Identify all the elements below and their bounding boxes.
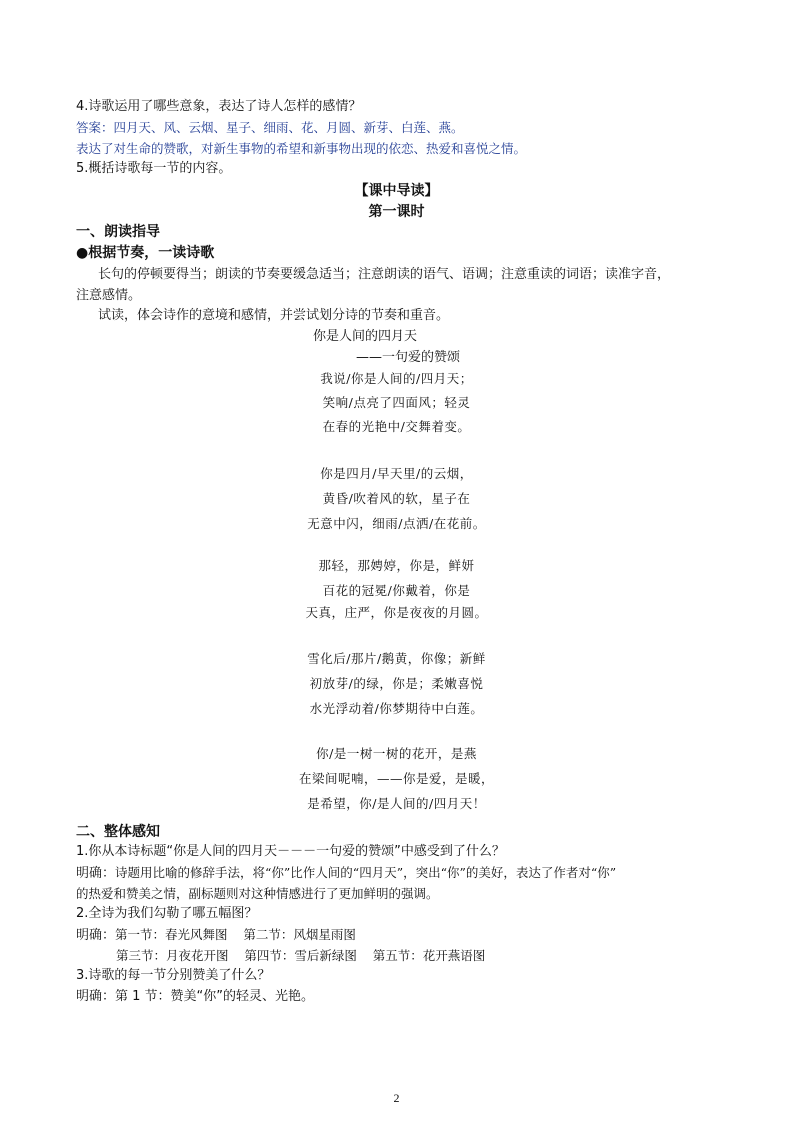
question-4: 4.诗歌运用了哪些意象，表达了诗人怎样的感情？: [76, 99, 362, 114]
answer-4-line-2: 表达了对生命的赞歌，对新生事物的希望和新事物出现的依恋、热爱和喜悦之情。: [76, 141, 527, 156]
poem-line: 在春的光艳中/交舞着变。: [322, 419, 471, 434]
answer-2-line-1: [76, 926, 356, 945]
poem-line: 我说/你是人间的/四月天；: [320, 371, 473, 386]
lesson-title: 第一课时: [368, 204, 425, 220]
poem-line: 在梁间呢喃，——你是爱，是暖，: [298, 771, 494, 786]
poem-line: 那轻，那娉婷，你是，鲜妍: [318, 558, 475, 573]
part-1-para-1-line-2: 注意感情。: [76, 288, 142, 303]
section-title: 【课中导读】: [354, 183, 439, 199]
poem-line: 天真，庄严，你是夜夜的月圆。: [305, 605, 488, 620]
poem-line: 是希望，你/是人间的/四月天！: [307, 796, 486, 811]
part-1-para-1-line-1: 长句的停顿要得当；朗读的节奏要缓急适当；注意朗读的语气、语调；注意重读的词语；读准字音，: [98, 267, 671, 282]
poem-subtitle: ——一句爱的赞颂: [356, 350, 461, 365]
part-1-para-2: 试读，体会诗作的意境和感情，并尝试划分诗的节奏和重音。: [98, 308, 450, 323]
poem-line: 你/是一树一树的花开，是燕: [316, 746, 477, 761]
question-2: 2.全诗为我们勾勒了哪五幅图？: [76, 906, 258, 921]
answer-2-line-2: 第三节：月夜花开图 第四节：雪后新绿图 第五节：花开燕语图: [116, 948, 486, 963]
part-1-heading: 一、朗读指导: [76, 224, 160, 240]
question-1: 1.你从本诗标题“你是人间的四月天－－－一句爱的赞颂”中感受到了什么？: [76, 844, 505, 859]
poem-line: 雪化后/那片/鹅黄，你像；新鲜: [307, 651, 486, 666]
answer-2-label: 明确：: [76, 928, 116, 943]
poem-line: 黄昏/吹着风的软，星子在: [322, 491, 471, 506]
answer-1-label: 明确：: [76, 866, 116, 881]
answer-1-line-2: 的热爱和赞美之情，副标题则对这种情感进行了更加鲜明的强调。: [76, 886, 439, 901]
answer-3: 明确：第 1 节：赞美“你”的轻灵、光艳。: [76, 989, 315, 1004]
page-number: 2: [393, 1091, 400, 1105]
part-1-subheading: ●根据节奏，一读诗歌: [76, 245, 215, 261]
poem-line: 水光浮动着/你梦期待中白莲。: [309, 701, 484, 716]
poem-line: 你是四月/早天里/的云烟，: [320, 466, 473, 481]
poem-title: 你是人间的四月天: [313, 329, 418, 344]
part-2-heading: 二、整体感知: [76, 824, 160, 840]
answer-1-text: 诗题用比喻的修辞手法，将“你”比作人间的“四月天”，突出“你”的美好，表达了作者对“你”: [115, 865, 617, 880]
question-5: 5.概括诗歌每一节的内容。: [76, 161, 232, 176]
question-3: 3.诗歌的每一节分别赞美了什么？: [76, 968, 271, 983]
poem-line: 初放芽/的绿，你是；柔嫩喜悦: [309, 676, 484, 691]
answer-1-line-1: [76, 864, 616, 883]
poem-line: 无意中闪，细雨/点洒/在花前。: [307, 516, 486, 531]
poem-line: 百花的冠冕/你戴着，你是: [322, 583, 471, 598]
poem-line: 笑响/点亮了四面风；轻灵: [322, 395, 471, 410]
answer-4-line-1: 答案：四月天、风、云烟、星子、细雨、花、月圆、新芽、白莲、燕。: [76, 120, 464, 135]
answer-2-text: 第一节：春光风舞图 第二节：风烟星雨图: [115, 927, 356, 942]
